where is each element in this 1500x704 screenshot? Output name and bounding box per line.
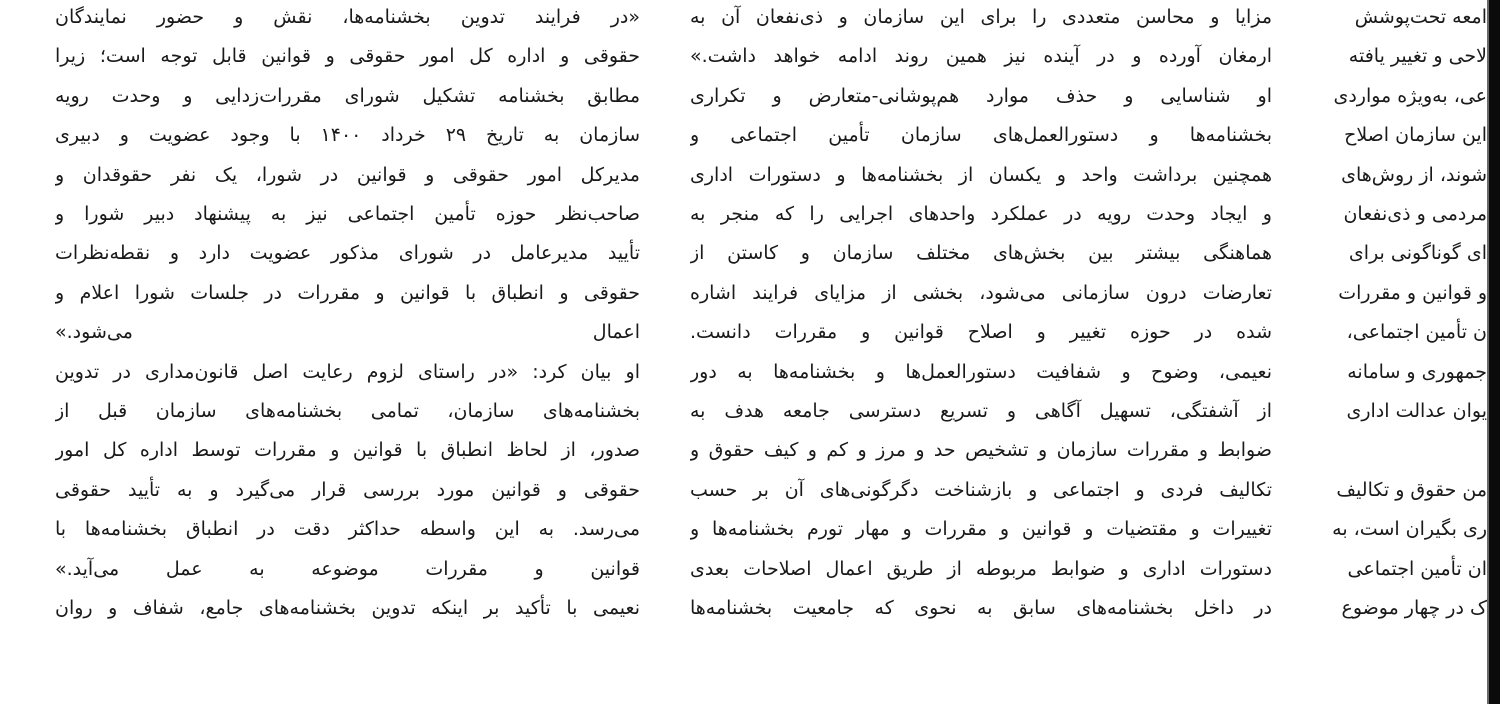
text-line: حقوقی و قوانین مورد بررسی قرار می‌گیرد و به تأیید حقوقی [55,478,640,501]
text-line: شوند، از روش‌های [1341,163,1487,186]
text-line: دستورات اداری و ضوابط مربوطه از طریق اعمال اصلاحات بعدی [690,557,1272,580]
text-line: تأیید مدیرعامل در شورای مذکور عضویت دارد و نقطه‌نظرات [55,242,640,265]
text-line: و ایجاد وحدت رویه در عملکرد واحدهای اجرایی را که منجر به [690,203,1272,225]
article-column-left [55,0,640,704]
text-line: تکالیف فردی و اجتماعی و بازشناخت دگرگونی‌های آن بر حسب [690,478,1272,501]
text-line: لاحی و تغییر یافته [1348,45,1487,68]
text-line: ری بگیران است، به [1332,518,1487,541]
text-line: تغییرات و مقتضیات و قوانین و مقررات و مهار تورم بخشنامه‌ها و [690,518,1272,541]
text-line: عی، به‌ویژه مواردی [1333,84,1487,107]
text-line: می‌رسد. به این واسطه حداکثر دقت در انطباق بخشنامه‌ها با [55,518,640,541]
text-line: و قوانین و مقررات [1338,281,1487,304]
text-line: صاحب‌نظر حوزه تأمین اجتماعی نیز به پیشنهاد دبیر شورا و [55,203,640,225]
text-line: بخشنامه‌ها و دستورالعمل‌های سازمان تأمین اجتماعی و [690,124,1272,147]
text-line: ضوابط و مقررات سازمان و تشخیص حد و مرز و کم و کیف حقوق و [690,439,1272,462]
text-line: یوان عدالت اداری [1346,400,1487,422]
text-line: تعارضات درون سازمانی می‌شود، بخشی از مزایای فرایند اشاره [690,281,1272,304]
text-line: جمهوری و سامانه [1347,360,1487,383]
article-column-right [1260,0,1487,704]
text-line: ارمغان آورده و در آینده نیز همین روند ادامه خواهد داشت.» [690,45,1272,68]
text-line: هماهنگی بیشتر بین بخش‌های مختلف سازمان و کاستن از [690,242,1272,265]
text-line: من حقوق و تکالیف [1336,478,1487,501]
text-line: نعیمی، وضوح و شفافیت دستورالعمل‌ها و بخشنامه‌ها به دور [690,360,1272,383]
text-line: حقوقی و اداره کل امور حقوقی و قوانین قابل توجه است؛ زیرا [55,45,640,68]
text-line: ای گوناگونی برای [1348,242,1487,265]
text-line: صدور، از لحاظ انطباق با قوانین و مقررات توسط اداره کل امور [55,439,640,462]
article-column-middle [690,0,1272,704]
text-line: ن تأمین اجتماعی، [1346,321,1487,344]
text-line: امعه تحت‌پوشش [1354,6,1487,28]
text-line: او شناسایی و حذف موارد هم‌پوشانی-متعارض و تکراری [690,84,1272,107]
text-line: همچنین برداشت واحد و یکسان از بخشنامه‌ها و دستورات اداری [690,163,1272,186]
text-line: اعمال می‌شود.» [55,321,640,344]
text-line: مزایا و محاسن متعددی را برای این سازمان و ذی‌نفعان آن به [690,6,1272,28]
text-line: شده در حوزه تغییر و اصلاح قوانین و مقررات دانست. [690,321,1272,344]
text-line: «در فرایند تدوین بخشنامه‌ها، نقش و حضور نمایندگان [55,6,640,28]
text-line: نعیمی با تأکید بر اینکه تدوین بخشنامه‌های جامع، شفاف و روان [55,597,640,619]
text-line: قوانین و مقررات موضوعه به عمل می‌آید.» [55,557,640,580]
text-line: او بیان کرد: «در راستای لزوم رعایت اصل قانون‌مداری در تدوین [55,360,640,383]
text-line: از آشفتگی، تسهیل آگاهی و تسریع دسترسی جامعه هدف به [690,400,1272,422]
text-line: حقوقی و انطباق با قوانین و مقررات در جلسات شورا اعلام و [55,281,640,304]
text-line: سازمان به تاریخ ۲۹ خرداد ۱۴۰۰ با وجود عضویت و دبیری [55,124,640,147]
text-line: ان تأمین اجتماعی [1347,557,1487,580]
text-line: در داخل بخشنامه‌های سابق به نحوی که جامعیت بخشنامه‌ها [690,597,1272,619]
page-edge-line [1487,0,1489,704]
text-line: این سازمان اصلاح [1344,124,1487,147]
text-line: مطابق بخشنامه تشکیل شورای مقررات‌زدایی و وحدت رویه [55,84,640,107]
text-line: بخشنامه‌های سازمان، تمامی بخشنامه‌های سازمان قبل از [55,400,640,422]
text-line: ک در چهار موضوع [1341,597,1487,619]
text-line: مردمی و ذی‌نفعان [1343,203,1487,225]
text-line: مدیرکل امور حقوقی و قوانین در شورا، یک نفر حقوقدان و [55,163,640,186]
